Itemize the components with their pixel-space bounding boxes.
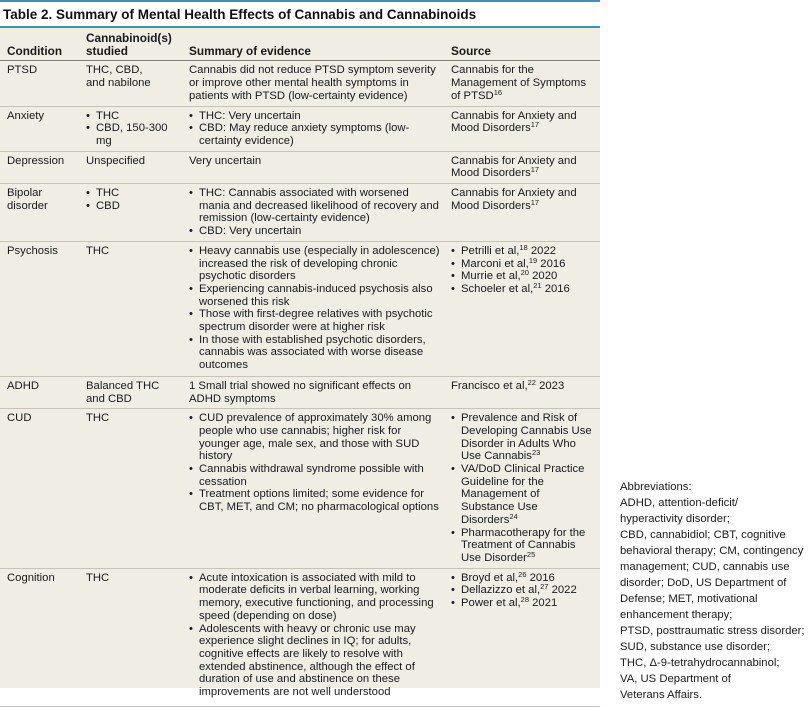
evidence-list xyxy=(189,572,440,699)
summary-table-container xyxy=(0,28,600,699)
cannabinoids-cell xyxy=(79,184,182,242)
source-year: 2023 xyxy=(535,379,565,392)
source-reference: 25 xyxy=(526,549,536,559)
source-reference: 17 xyxy=(530,120,540,130)
evidence-text: Cannabis did not reduce PTSD symptom severity or improve other mental health symptoms in patients with PTSD (low-certainty evidence) xyxy=(189,64,436,102)
source-item xyxy=(451,597,596,610)
source-year: 2021 xyxy=(529,597,558,610)
cannabinoids-cell xyxy=(79,241,182,376)
source-year: 2022 xyxy=(548,584,577,597)
source-reference: 24 xyxy=(509,511,518,521)
abbreviation-line: disorder; DoD, US Department of xyxy=(620,577,787,589)
table-body xyxy=(0,61,600,706)
source-item xyxy=(451,64,596,102)
cannabinoids-cell xyxy=(79,106,182,151)
evidence-cell xyxy=(182,376,444,408)
source-item xyxy=(451,569,596,585)
abbreviation-line: SUD, substance use disorder; xyxy=(620,641,771,653)
source-item xyxy=(451,527,596,565)
source-text: Broyd et al, xyxy=(461,571,519,584)
abbreviation-line: CBD, cannabidiol; CBT, cognitive xyxy=(620,529,786,541)
cannabinoid-text: THC, CBD, xyxy=(86,64,143,77)
source-cell xyxy=(444,376,600,408)
cannabinoid-text: and nabilone xyxy=(86,77,151,90)
table-title: Table 2. Summary of Mental Health Effects of Cannabis and Cannabinoids xyxy=(3,7,477,22)
source-reference: 21 xyxy=(533,280,542,290)
table-row xyxy=(0,106,600,151)
cannabinoids-cell xyxy=(79,409,182,568)
evidence-text: 1 Small trial showed no significant effects on ADHD symptoms xyxy=(189,379,412,405)
evidence-cell xyxy=(182,61,444,106)
evidence-cell xyxy=(182,151,444,183)
evidence-list xyxy=(189,245,440,372)
source-year: 2020 xyxy=(528,270,558,283)
source-text: Power et al, xyxy=(461,597,521,610)
cannabinoids-cell xyxy=(79,568,182,706)
condition-cell: Psychosis xyxy=(0,241,79,376)
source-reference: 19 xyxy=(528,255,538,265)
evidence-item: • Heavy cannabis use (especially in adolescence) increased the risk of developing chronic psychotic disorders xyxy=(189,245,440,283)
evidence-item: • Experiencing cannabis-induced psychosis also worsened this risk xyxy=(189,283,440,308)
source-reference: 18 xyxy=(519,242,528,252)
cannabinoids-cell xyxy=(79,376,182,408)
abbreviation-line: hyperactivity disorder; xyxy=(620,513,730,525)
evidence-cell xyxy=(182,106,444,151)
source-reference: 22 xyxy=(527,377,536,387)
abbreviation-line: Veterans Affairs. xyxy=(620,689,703,701)
source-text: Marconi et al, xyxy=(461,257,529,270)
source-item xyxy=(451,155,596,180)
source-cell xyxy=(444,568,600,706)
source-item xyxy=(451,270,596,283)
source-item xyxy=(451,242,596,258)
cannabinoid-item: • CBD, 150-300 mg xyxy=(86,122,178,147)
evidence-item: • In those with established psychotic disorders, cannabis was associated with worse disease outcomes xyxy=(189,334,440,372)
source-reference: 26 xyxy=(518,569,527,579)
source-text: Petrilli et al, xyxy=(461,244,520,257)
cannabinoid-item: • CBD xyxy=(86,200,178,213)
source-list xyxy=(451,412,596,564)
evidence-cell xyxy=(182,241,444,376)
condition-cell: PTSD xyxy=(0,61,79,106)
cannabinoid-item: • THC xyxy=(86,110,178,123)
table-row xyxy=(0,568,600,706)
evidence-item: • THC: Very uncertain xyxy=(189,110,440,123)
source-cell xyxy=(444,409,600,568)
evidence-item: • CUD prevalence of approximately 30% among people who use cannabis; higher risk for younger age, male sex, and those with SUD history xyxy=(189,412,440,463)
source-item xyxy=(451,280,596,296)
source-text: Cannabis for Anxiety and Mood Disorders xyxy=(451,154,577,180)
source-year: 2016 xyxy=(541,282,570,295)
evidence-text: Very uncertain xyxy=(189,154,262,167)
source-reference: 16 xyxy=(493,87,503,97)
condition-cell: CUD xyxy=(0,409,79,568)
source-item xyxy=(451,110,596,135)
evidence-cell xyxy=(182,409,444,568)
abbreviation-line: Defense; MET, motivational xyxy=(620,593,758,605)
abbreviation-line: ADHD, attention-deficit/ xyxy=(620,497,739,509)
condition-cell: Anxiety xyxy=(0,106,79,151)
table-row xyxy=(0,184,600,242)
condition-cell: Cognition xyxy=(0,568,79,706)
source-reference: 27 xyxy=(540,582,549,592)
cannabinoid-text: THC xyxy=(86,412,110,425)
abbreviation-line: Abbreviations: xyxy=(620,481,692,493)
abbreviation-line: management; CUD, cannabis use xyxy=(620,561,790,573)
table-header-row xyxy=(0,28,600,61)
source-list xyxy=(451,64,596,102)
source-list xyxy=(451,377,596,393)
source-list xyxy=(451,242,596,296)
source-item xyxy=(451,377,596,393)
summary-table xyxy=(0,28,600,707)
evidence-item: • CBD: May reduce anxiety symptoms (low-certainty evidence) xyxy=(189,122,440,147)
table-row xyxy=(0,376,600,408)
column-header-cannabinoids: Cannabinoid(s) studied xyxy=(79,28,182,61)
source-cell xyxy=(444,151,600,183)
table-row xyxy=(0,61,600,106)
table-title-bar xyxy=(0,0,600,28)
evidence-item: • Acute intoxication is associated with mild to moderate deficits in verbal learning, working memory, executive functioning, and processing speed (depending on dose) xyxy=(189,572,440,623)
source-list xyxy=(451,155,596,180)
source-item xyxy=(451,187,596,212)
source-cell xyxy=(444,61,600,106)
source-text: Prevalence and Risk of Developing Cannabis Use Disorder in Adults Who Use Cannabis xyxy=(461,412,592,463)
cannabinoid-item: • THC xyxy=(86,187,178,200)
source-text: Murrie et al, xyxy=(461,270,521,283)
source-list xyxy=(451,110,596,135)
cannabinoid-list xyxy=(86,110,178,148)
source-text: Cannabis for the Management of Symptoms of PTSD xyxy=(451,64,586,102)
source-list xyxy=(451,569,596,610)
evidence-item: • Treatment options limited; some evidence for CBT, MET, and CM; no pharmacological options xyxy=(189,488,440,513)
source-reference: 23 xyxy=(531,448,541,458)
evidence-list xyxy=(189,187,440,238)
condition-cell: ADHD xyxy=(0,376,79,408)
source-reference: 28 xyxy=(520,595,529,605)
cannabinoid-text: THC xyxy=(86,244,110,257)
source-item xyxy=(451,412,596,463)
source-text: Dellazizzo et al, xyxy=(461,584,541,597)
table-row xyxy=(0,409,600,568)
source-text: Schoeler et al, xyxy=(461,282,534,295)
evidence-item: • Cannabis withdrawal syndrome possible with cessation xyxy=(189,463,440,488)
source-cell xyxy=(444,241,600,376)
cannabinoids-cell xyxy=(79,151,182,183)
condition-cell: Depression xyxy=(0,151,79,183)
table-row xyxy=(0,241,600,376)
cannabinoid-text: Balanced THC and CBD xyxy=(86,379,160,405)
source-year: 2016 xyxy=(537,257,566,270)
source-cell xyxy=(444,106,600,151)
evidence-cell xyxy=(182,568,444,706)
evidence-list xyxy=(189,412,440,514)
evidence-item: • THC: Cannabis associated with worsened mania and decreased likelihood of recovery and remission (low-certainty evidence) xyxy=(189,187,440,225)
source-list xyxy=(451,187,596,212)
cannabinoid-text: Unspecified xyxy=(86,154,146,167)
column-header-source: Source xyxy=(444,28,600,61)
condition-cell: Bipolar disorder xyxy=(0,184,79,242)
abbreviation-line: enhancement therapy; xyxy=(620,609,733,621)
source-item xyxy=(451,463,596,527)
source-text: Pharmacotherapy for the Treatment of Cannabis Use Disorder xyxy=(461,526,586,564)
evidence-item: • Adolescents with heavy or chronic use may experience slight declines in IQ; for adults, cognitive effects are likely to resolve with extended abstinence, although the effect of duration of use and abstinence on these improvements are not well understood xyxy=(189,623,440,699)
cannabinoids-cell xyxy=(79,61,182,106)
abbreviations-note xyxy=(620,479,808,703)
abbreviation-line: THC, Δ-9-tetrahydrocannabinol; xyxy=(620,657,780,669)
source-text: VA/DoD Clinical Practice Guideline for the Management of Substance Use Disorders xyxy=(461,463,585,526)
abbreviation-line: PTSD, posttraumatic stress disorder; xyxy=(620,625,805,637)
cannabinoid-text: THC xyxy=(86,571,110,584)
source-cell xyxy=(444,184,600,242)
abbreviation-line: VA, US Department of xyxy=(620,673,731,685)
evidence-cell xyxy=(182,184,444,242)
evidence-item: • CBD: Very uncertain xyxy=(189,225,440,238)
source-year: 2016 xyxy=(526,571,555,584)
source-reference: 17 xyxy=(530,165,540,175)
source-text: Cannabis for Anxiety and Mood Disorders xyxy=(451,187,577,212)
source-reference: 20 xyxy=(520,268,529,278)
evidence-item: • Those with first-degree relatives with psychotic spectrum disorder were at higher risk xyxy=(189,308,440,333)
source-text: Francisco et al, xyxy=(451,379,528,392)
cannabinoid-list xyxy=(86,187,178,212)
source-year: 2022 xyxy=(527,244,557,257)
abbreviation-line: behavioral therapy; CM, contingency xyxy=(620,545,804,557)
source-text: Cannabis for Anxiety and Mood Disorders xyxy=(451,109,577,135)
evidence-list xyxy=(189,110,440,148)
table-row xyxy=(0,151,600,183)
column-header-condition: Condition xyxy=(0,28,79,61)
source-reference: 17 xyxy=(530,197,540,207)
column-header-evidence: Summary of evidence xyxy=(182,28,444,61)
